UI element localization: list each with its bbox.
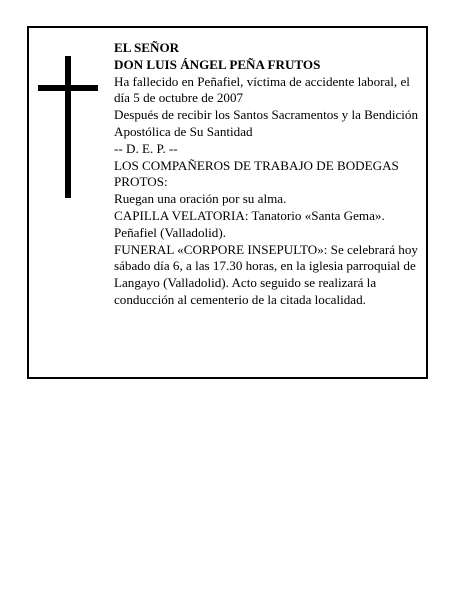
rip-line: -- D. E. P. --	[114, 140, 178, 156]
prayer-request: Ruegan una oración por su alma.	[114, 191, 287, 207]
death-announcement: Ha fallecido en Peñafiel, víctima de accidente laboral, el día 5 de octubre de 2007	[114, 73, 410, 106]
chapel-info: CAPILLA VELATORIA: Tanatorio «Santa Gema». Peñafiel (Valladolid).	[114, 207, 385, 240]
cross-horizontal-bar	[38, 85, 98, 91]
notice-title: EL SEÑOR	[114, 40, 180, 55]
sacraments-statement: Después de recibir los Santos Sacramentos y la Bendición Apostólica de Su Santidad	[114, 107, 418, 139]
deceased-name: DON LUIS ÁNGEL PEÑA FRUTOS	[114, 56, 321, 72]
colleagues-heading: LOS COMPAÑEROS DE TRABAJO DE BODEGAS PROTOS:	[114, 157, 399, 190]
cross-vertical-bar	[65, 56, 71, 198]
obituary-notice	[27, 26, 428, 379]
funeral-info: FUNERAL «CORPORE INSEPULTO»: Se celebrará hoy sábado día 6, a las 17.30 horas, en la iglesia parroquial de Langayo (Valladolid). Acto seguido se realizará la conducción al cementerio de la citada localidad.	[114, 241, 418, 307]
notice-body	[114, 40, 419, 309]
